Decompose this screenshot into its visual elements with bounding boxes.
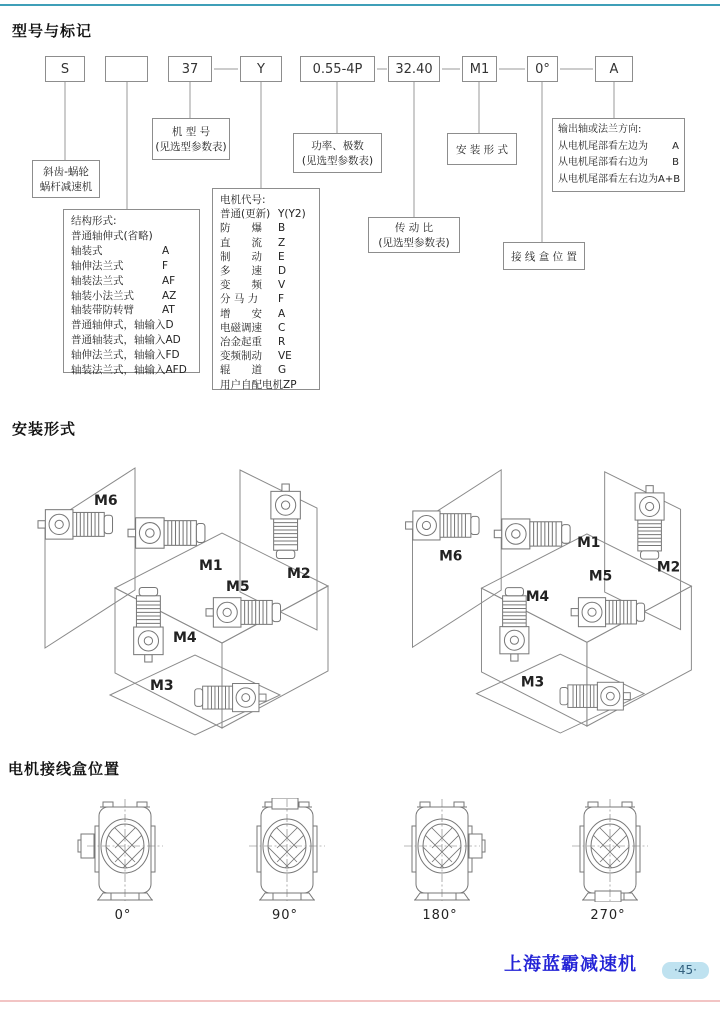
row-label: 轴装式 [71, 244, 103, 257]
structure-row [71, 289, 192, 304]
note-line: (见选型参数表) [378, 237, 450, 249]
structure-row [71, 244, 192, 259]
code-box-motor: Y [240, 56, 282, 82]
junction-view-1 [235, 798, 335, 902]
row-label: 从电机尾部看左右边为 [558, 173, 658, 185]
gearmotor-m6 [38, 510, 113, 539]
motor-code-row [220, 221, 312, 235]
row-code: A [672, 140, 679, 152]
label-m1: M1 [199, 558, 223, 574]
row-label: 从电机尾部看左边为 [558, 140, 648, 152]
code-box-direction: A [595, 56, 633, 82]
mounting-diagram-left [10, 448, 355, 748]
gearmotor-m5 [571, 598, 644, 627]
row-label: 普通(更新) [220, 208, 271, 221]
gearmotor-m1 [128, 518, 205, 548]
label-m5: M5 [226, 579, 250, 595]
row-label: 从电机尾部看右边为 [558, 157, 648, 168]
label-m6: M6 [439, 548, 463, 565]
row-code: VE [278, 350, 292, 363]
motor-code-row [220, 292, 312, 306]
row-code: AF [162, 274, 176, 287]
row-code: AZ [162, 289, 177, 302]
note-line: 机 型 号 [171, 126, 211, 138]
motor-code-row [220, 207, 312, 221]
row-code: C [278, 321, 286, 334]
row-code: AFD [165, 364, 187, 377]
row-code: A+B [658, 173, 681, 185]
row-code: A [278, 307, 286, 320]
flange [95, 826, 99, 872]
gearmotor-m5 [206, 598, 281, 627]
row-label: 冶金起重 [220, 336, 262, 349]
note-structure-forms [63, 209, 200, 377]
code-box-power: 0.55-4P [300, 56, 375, 82]
angle-label: 90° [271, 908, 299, 923]
row-label: 轴装带防转臂 [71, 304, 134, 317]
row-label: 防 爆 [220, 222, 262, 235]
code-box-structure [105, 56, 148, 82]
row-code: AD [165, 334, 181, 347]
note-gear-type [32, 160, 100, 198]
row-label: 直 流 [220, 236, 262, 249]
section-title-mounting: 安装形式 [12, 420, 77, 438]
row-code: V [278, 279, 286, 292]
row-label: 轴装法兰式，轴输入 [71, 364, 166, 377]
note-line: 安 装 形 式 [455, 143, 508, 156]
row-code: E [278, 250, 285, 263]
code-box-terminal: 0° [527, 56, 558, 82]
code-box-ratio: 32.40 [388, 56, 440, 82]
structure-row [71, 333, 192, 348]
motor-code-row [220, 363, 312, 377]
junction-view-2 [390, 798, 490, 902]
row-code: ZP [283, 378, 297, 391]
motor-code-row [220, 378, 312, 392]
direction-row [558, 155, 679, 172]
plane-m6 [45, 468, 135, 648]
row-label: 分 马 力 [220, 293, 259, 306]
row-label: 电磁调速 [220, 321, 262, 334]
row-label: 轴装小法兰式 [71, 289, 134, 302]
row-label: 变频制动 [220, 350, 262, 363]
junction-view-wrap [73, 798, 173, 923]
motor-code-row [220, 307, 312, 321]
motor-code-row [220, 250, 312, 264]
code-box-size: 37 [168, 56, 212, 82]
motor-code-row [220, 236, 312, 250]
gearmotor-m3 [195, 684, 266, 712]
bottom-rule [0, 1000, 720, 1002]
gearmotor-m2 [635, 486, 664, 559]
lifting-lug [137, 802, 147, 807]
top-rule [0, 4, 720, 6]
row-label: 轴伸法兰式，轴输入 [71, 349, 166, 362]
junction-view-0 [73, 798, 173, 902]
page-number-badge: ·45· [662, 962, 709, 979]
structure-row [71, 274, 192, 289]
label-m2: M2 [656, 559, 681, 576]
row-label: 制 动 [220, 250, 262, 263]
structure-row [71, 229, 192, 244]
row-label: 普通轴伸式，轴输入 [71, 319, 166, 332]
motor-code-row [220, 335, 312, 349]
row-label: 普通轴装式，轴输入 [71, 334, 166, 347]
gearmotor-m3 [560, 682, 630, 710]
label-m4: M4 [173, 630, 197, 646]
note-power-poles [293, 133, 382, 173]
note-line: 斜齿-蜗轮 [43, 166, 89, 178]
lifting-lug [103, 802, 113, 807]
note-output-direction [552, 118, 685, 192]
mounting-diagram-right [378, 448, 718, 748]
note-model-number [152, 118, 230, 160]
brand-name: 上海蓝霸减速机 [504, 954, 637, 975]
note-mounting-form [447, 133, 517, 165]
label-m6: M6 [94, 493, 118, 509]
motor-code-row [220, 321, 312, 335]
angle-label: 180° [422, 908, 458, 923]
note-line: (见选型参数表) [301, 155, 374, 167]
row-code: R [278, 336, 286, 349]
gearmotor-m2 [271, 484, 300, 559]
structure-row [71, 259, 192, 274]
label-m1: M1 [577, 534, 601, 551]
gearmotor-m1 [494, 519, 570, 549]
row-code: A [162, 244, 170, 257]
junction-view-wrap [390, 798, 490, 923]
row-code: F [278, 293, 285, 306]
note-terminal-box [503, 242, 585, 270]
note-title: 输出轴或法兰方向: [558, 124, 642, 135]
note-line: (见选型参数表) [155, 141, 227, 153]
structure-row [71, 363, 192, 378]
note-line: 蜗杆减速机 [39, 181, 93, 193]
row-label: 普通轴伸式(省略) [71, 229, 153, 242]
label-m3: M3 [520, 674, 545, 691]
row-code: D [278, 265, 287, 278]
junction-view-3 [558, 798, 658, 902]
junction-box [595, 891, 621, 902]
code-box-series: S [45, 56, 85, 82]
junction-view-wrap [235, 798, 335, 923]
row-label: 用户自配电机 [220, 378, 283, 391]
motor-code-row [220, 349, 312, 363]
section-title-junction: 电机接线盒位置 [8, 760, 121, 778]
structure-row [71, 303, 192, 318]
row-label: 多 速 [220, 265, 262, 278]
row-label: 增 安 [220, 307, 262, 320]
row-code: G [278, 364, 287, 377]
direction-row [558, 139, 679, 156]
gearmotor-m6 [406, 511, 479, 540]
note-line: 功率、极数 [311, 140, 364, 152]
row-code: B [672, 157, 679, 168]
row-code [162, 229, 192, 244]
junction-box [272, 798, 298, 809]
structure-row [71, 348, 192, 363]
row-code: B [278, 222, 286, 235]
row-label: 轴装法兰式 [71, 274, 124, 287]
motor-code-row [220, 264, 312, 278]
flange [151, 826, 155, 872]
junction-view-wrap [558, 798, 658, 923]
label-m4: M4 [525, 588, 550, 605]
row-code: F [162, 259, 169, 272]
note-line: 接 线 盒 位 置 [511, 250, 577, 263]
row-code: Y(Y2) [278, 208, 306, 221]
angle-label: 0° [114, 908, 132, 923]
row-code: D [165, 319, 174, 332]
row-label: 变 频 [220, 279, 262, 292]
label-m3: M3 [150, 678, 174, 694]
note-title: 电机代号: [220, 194, 266, 206]
label-m2: M2 [287, 566, 311, 582]
note-line: 传 动 比 [394, 222, 434, 234]
row-code: FD [165, 349, 180, 362]
code-box-mounting: M1 [462, 56, 497, 82]
direction-row [558, 172, 679, 189]
structure-row [71, 318, 192, 333]
row-code: AT [162, 304, 175, 317]
gearmotor-m4 [500, 588, 529, 661]
row-label: 辊 道 [220, 364, 262, 377]
gearmotor-m4 [134, 587, 163, 662]
motor-code-row [220, 278, 312, 292]
angle-label: 270° [590, 908, 626, 923]
label-m5: M5 [588, 568, 613, 585]
row-code: Z [278, 236, 286, 249]
note-ratio [368, 217, 460, 253]
row-label: 轴伸法兰式 [71, 259, 124, 272]
note-title: 结构形式: [71, 215, 117, 227]
section-title-model: 型号与标记 [12, 22, 93, 40]
note-motor-codes [212, 188, 320, 390]
